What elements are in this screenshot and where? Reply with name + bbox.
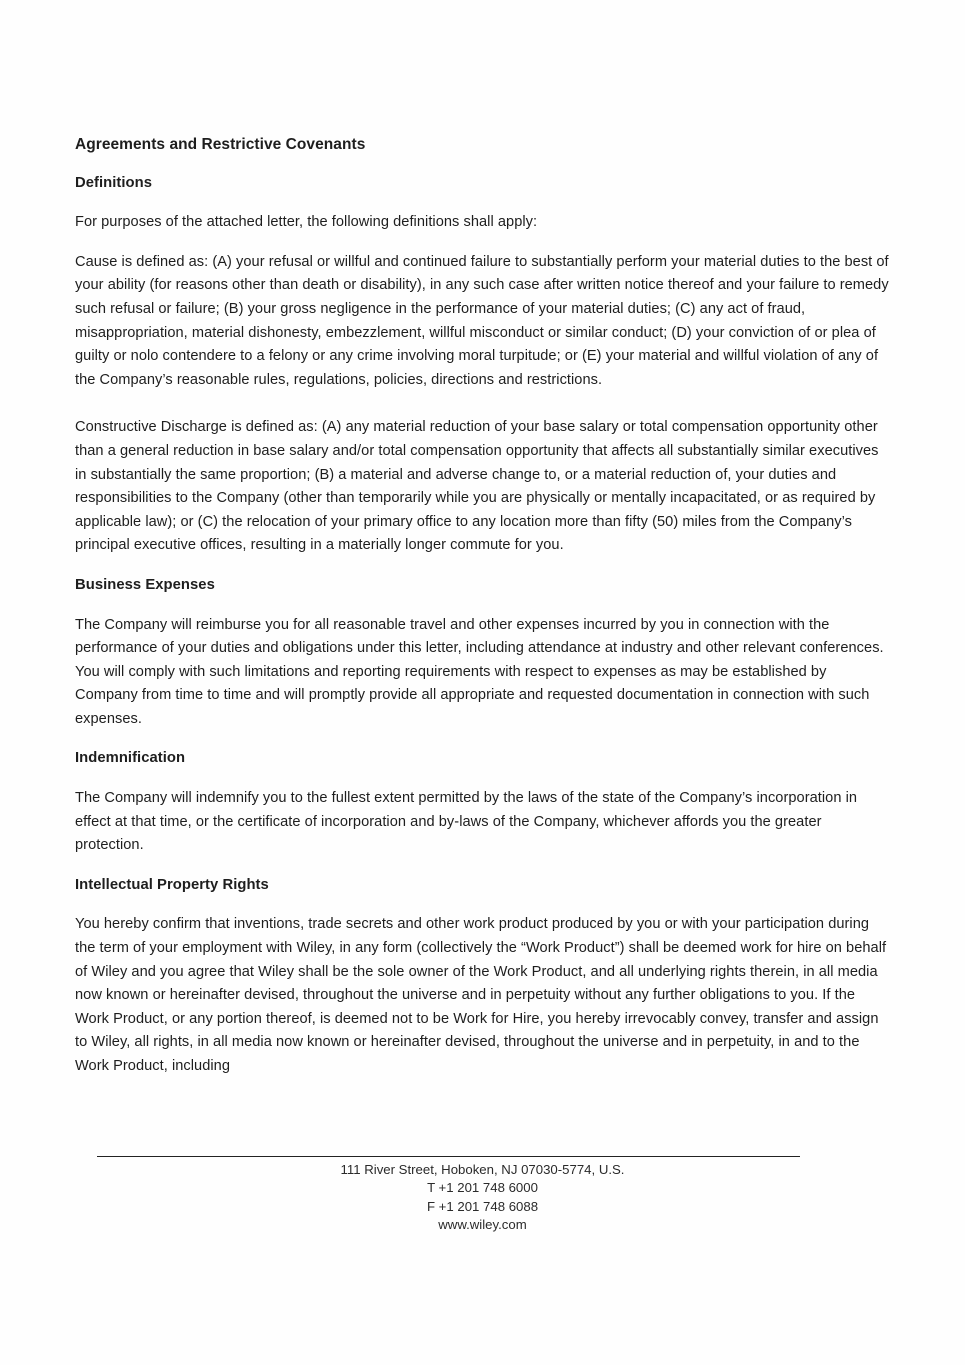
definition-constructive-discharge: Constructive Discharge is defined as: (A) any material reduction of your base salary or total compensation opportunity other than a general reduction in base salary and/or total compensation opportunity that affects all substantially similar executives in substantially the same proportion; (B) a material and adverse change to, or a material reduction of, your duties and responsibilities to the Company (other than temporarily while you are physically or mentally incapacitated, or as required by applicable law); or (C) the relocation of your primary office to any location more than fifty (50) miles from the Company’s principal executive offices, resulting in a materially longer commute for you. [75,419,879,554]
page-title: Agreements and Restrictive Covenants [75,136,366,153]
business-expenses-body: The Company will reimburse you for all reasonable travel and other expenses incurred by you in connection with the performance of your duties and obligations under this letter, including attendance at industry and other relevant conferences. You will comply with such limitations and reporting requirements with respect to expenses as may be established by Company from time to time and will promptly provide all appropriate and requested documentation in connection with such expenses. [75,616,884,727]
definition-cause: Cause is defined as: (A) your refusal or willful and continued failure to substantially perform your material duties to the best of your ability (for reasons other than death or disability), in any such case after written notice thereof and your failure to remedy such refusal or failure; (B) your gross negligence in the performance of your material duties; (C) any act of fraud, misappropriation, material dishonesty, embezzlement, willful misconduct or similar conduct; (D) your conviction of or plea of guilty or nolo contendere to a felony or any crime involving moral turpitude; or (E) your material and willful violation of any of the Company’s reasonable rules, regulations, policies, directions and restrictions. [75,253,889,388]
footer-divider [97,1156,800,1157]
section-heading-business-expenses: Business Expenses [75,576,215,593]
footer-address: 111 River Street, Hoboken, NJ 07030-5774, U.S. [340,1162,625,1177]
definitions-intro: For purposes of the attached letter, the following definitions shall apply: [75,214,538,231]
intellectual-property-body: You hereby confirm that inventions, trade secrets and other work product produced by you or with your participation during the term of your employment with Wiley, in any form (collectively the “Work Product”) shall be deemed work for hire on behalf of Wiley and you agree that Wiley shall be the sole owner of the Work Product, and all underlying rights therein, in all media now known or hereinafter devised, throughout the universe and in perpetuity without any further obligations to you. If the Work Product, or any portion thereof, is deemed not to be Work for Hire, you hereby irrevocably convey, transfer and assign to Wiley, all rights, in all media now known or hereinafter devised, throughout the universe and in perpetuity, in and to the Work Product, including [75,916,887,1074]
indemnification-body: The Company will indemnify you to the fullest extent permitted by the laws of the state of the Company’s incorporation in effect at that time, or the certificate of incorporation and by-laws of the Company, whichever affords you the greater protection. [75,790,858,854]
document-body [75,133,890,1095]
footer-website: www.wiley.com [438,1216,527,1232]
section-heading-intellectual-property: Intellectual Property Rights [75,876,269,893]
section-heading-indemnification: Indemnification [75,750,186,767]
footer-fax: F +1 201 748 6088 [426,1198,539,1214]
section-heading-definitions: Definitions [75,174,152,191]
letterhead-footer [0,1161,965,1234]
footer-phone: T +1 201 748 6000 [427,1180,538,1196]
